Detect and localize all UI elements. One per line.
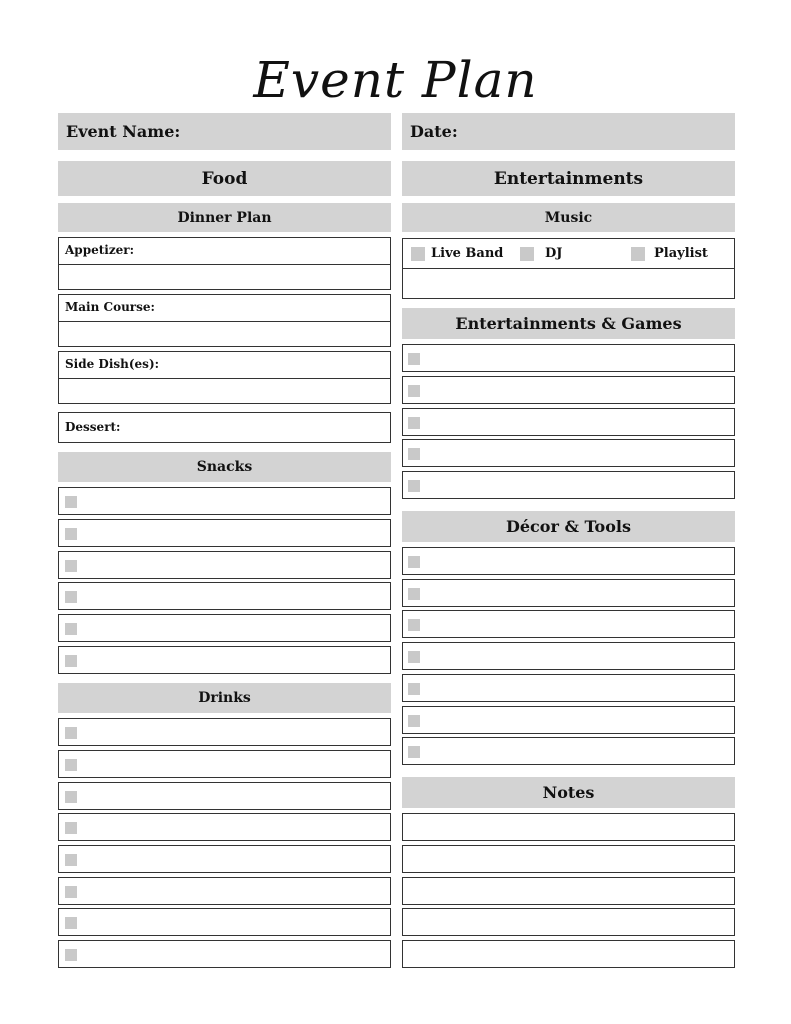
checkbox[interactable] xyxy=(65,528,77,540)
live-band-checkbox[interactable] xyxy=(411,247,425,261)
drinks-heading: Drinks xyxy=(58,683,391,713)
checkbox[interactable] xyxy=(408,353,420,365)
snack-row[interactable] xyxy=(58,614,391,642)
decor-row[interactable] xyxy=(402,579,735,607)
main-course-box[interactable] xyxy=(58,294,391,347)
game-row[interactable] xyxy=(402,439,735,467)
divider xyxy=(59,264,390,265)
games-heading: Entertainments & Games xyxy=(402,308,735,339)
event-name-label: Event Name: xyxy=(66,122,181,141)
divider xyxy=(59,378,390,379)
decor-row[interactable] xyxy=(402,674,735,702)
checkbox[interactable] xyxy=(408,651,420,663)
drink-row[interactable] xyxy=(58,813,391,841)
snack-row[interactable] xyxy=(58,582,391,610)
drink-row[interactable] xyxy=(58,877,391,905)
checkbox[interactable] xyxy=(65,623,77,635)
divider xyxy=(59,321,390,322)
checkbox[interactable] xyxy=(408,715,420,727)
snack-row[interactable] xyxy=(58,487,391,515)
snack-row[interactable] xyxy=(58,519,391,547)
notes-row[interactable] xyxy=(402,845,735,873)
dj-checkbox[interactable] xyxy=(520,247,534,261)
checkbox[interactable] xyxy=(65,822,77,834)
playlist-label: Playlist xyxy=(654,246,708,261)
drink-row[interactable] xyxy=(58,940,391,968)
checkbox[interactable] xyxy=(408,556,420,568)
music-box[interactable] xyxy=(402,238,735,299)
checkbox[interactable] xyxy=(408,480,420,492)
checkbox[interactable] xyxy=(65,917,77,929)
music-heading: Music xyxy=(402,203,735,232)
checkbox[interactable] xyxy=(408,588,420,600)
checkbox[interactable] xyxy=(408,448,420,460)
notes-row[interactable] xyxy=(402,908,735,936)
checkbox[interactable] xyxy=(408,619,420,631)
checkbox[interactable] xyxy=(65,591,77,603)
notes-heading: Notes xyxy=(402,777,735,808)
snacks-heading: Snacks xyxy=(58,452,391,482)
decor-row[interactable] xyxy=(402,547,735,575)
game-row[interactable] xyxy=(402,376,735,404)
food-heading: Food xyxy=(58,161,391,196)
date-field[interactable] xyxy=(402,113,735,150)
dessert-box[interactable] xyxy=(58,412,391,443)
drink-row[interactable] xyxy=(58,845,391,873)
drink-row[interactable] xyxy=(58,718,391,746)
checkbox[interactable] xyxy=(65,496,77,508)
entertainments-heading: Entertainments xyxy=(402,161,735,196)
checkbox[interactable] xyxy=(65,655,77,667)
snack-row[interactable] xyxy=(58,646,391,674)
appetizer-box[interactable] xyxy=(58,237,391,290)
dinner-plan-heading: Dinner Plan xyxy=(58,203,391,232)
playlist-checkbox[interactable] xyxy=(631,247,645,261)
main-course-label: Main Course: xyxy=(65,300,155,314)
checkbox[interactable] xyxy=(65,759,77,771)
checkbox[interactable] xyxy=(65,854,77,866)
game-row[interactable] xyxy=(402,408,735,436)
checkbox[interactable] xyxy=(408,417,420,429)
decor-row[interactable] xyxy=(402,610,735,638)
decor-row[interactable] xyxy=(402,706,735,734)
checkbox[interactable] xyxy=(65,886,77,898)
notes-row[interactable] xyxy=(402,813,735,841)
side-dish-box[interactable] xyxy=(58,351,391,404)
notes-row[interactable] xyxy=(402,877,735,905)
decor-row[interactable] xyxy=(402,737,735,765)
event-name-field[interactable] xyxy=(58,113,391,150)
checkbox[interactable] xyxy=(65,560,77,572)
game-row[interactable] xyxy=(402,471,735,499)
decor-heading: Décor & Tools xyxy=(402,511,735,542)
live-band-label: Live Band xyxy=(431,246,504,261)
drink-row[interactable] xyxy=(58,908,391,936)
dj-label: DJ xyxy=(545,246,563,261)
checkbox[interactable] xyxy=(408,683,420,695)
checkbox[interactable] xyxy=(408,385,420,397)
notes-row[interactable] xyxy=(402,940,735,968)
checkbox[interactable] xyxy=(65,791,77,803)
drink-row[interactable] xyxy=(58,782,391,810)
appetizer-label: Appetizer: xyxy=(65,243,135,257)
snack-row[interactable] xyxy=(58,551,391,579)
page-title: Event Plan xyxy=(253,51,538,109)
divider xyxy=(403,268,734,269)
side-dish-label: Side Dish(es): xyxy=(65,357,160,371)
date-label: Date: xyxy=(410,122,458,141)
decor-row[interactable] xyxy=(402,642,735,670)
game-row[interactable] xyxy=(402,344,735,372)
checkbox[interactable] xyxy=(65,727,77,739)
dessert-label: Dessert: xyxy=(65,420,121,434)
checkbox[interactable] xyxy=(65,949,77,961)
checkbox[interactable] xyxy=(408,746,420,758)
drink-row[interactable] xyxy=(58,750,391,778)
